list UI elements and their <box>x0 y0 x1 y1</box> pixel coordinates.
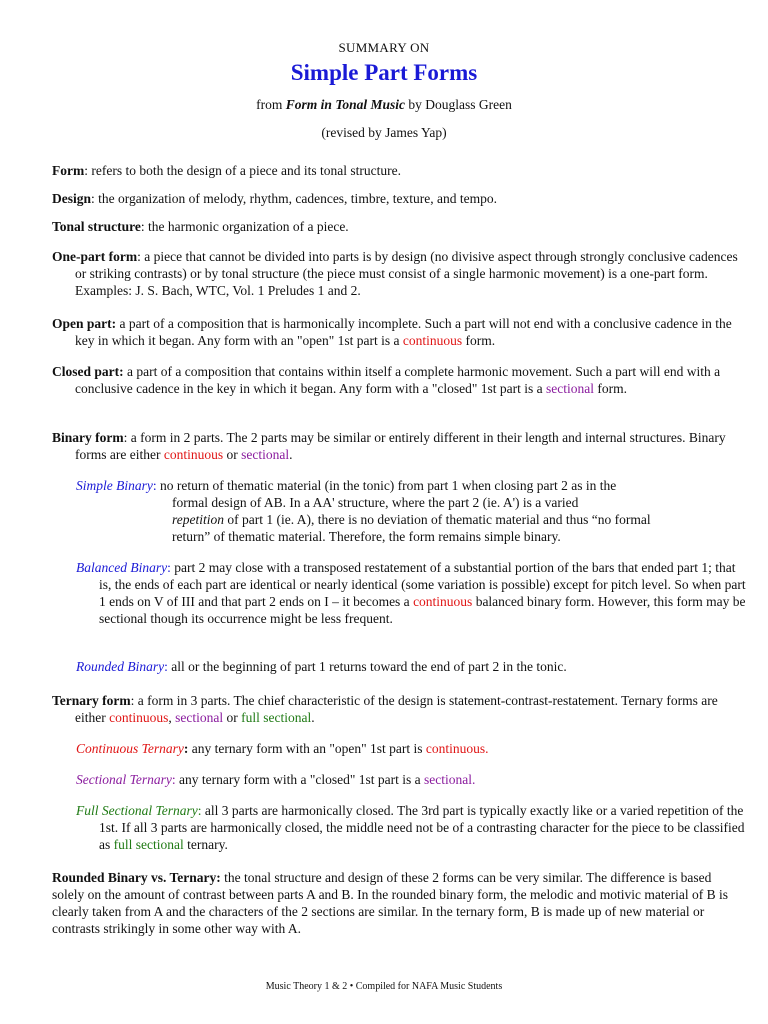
def-rounded-binary-vs-ternary <box>52 869 728 937</box>
separator: or <box>223 710 242 725</box>
definition: all 3 parts are harmonically closed. The 3rd part is typically exactly like or a varied repetition of the 1st. If all 3 parts are harmonically closed, the middle need not be of a contrasting character for the piece to be classified as <box>99 803 745 852</box>
subterm-colon: : <box>197 803 202 818</box>
source-line <box>0 97 768 113</box>
def-sectional-ternary <box>76 771 728 788</box>
subterm-colon: : <box>152 478 157 493</box>
def-rounded-binary <box>76 658 728 675</box>
definition-line: return” of thematic material. Therefore, the form remains simple binary. <box>172 529 561 544</box>
term: Binary form <box>52 430 124 445</box>
subterm: Rounded Binary <box>76 659 165 674</box>
subterm-colon: : <box>171 772 176 787</box>
definition-end: form. <box>594 381 628 396</box>
connector: or <box>223 447 242 462</box>
definition-end: ternary. <box>183 837 228 852</box>
def-one-part-form <box>52 248 751 299</box>
definition-end: . <box>471 772 476 787</box>
term: Tonal structure <box>52 219 141 234</box>
definition-emphasis: repetition <box>172 512 224 527</box>
def-open-part <box>52 315 751 349</box>
highlight-full-sectional: full sectional <box>113 837 184 852</box>
def-balanced-binary <box>76 559 751 627</box>
author: by Douglass Green <box>404 97 512 112</box>
definition-line: of part 1 (ie. A), there is no deviation of thematic material and thus “no formal <box>224 512 651 527</box>
header-summary: SUMMARY ON <box>338 40 430 55</box>
term: Open part: <box>52 316 117 331</box>
definition: : refers to both the design of a piece and its tonal structure. <box>84 163 402 178</box>
term: Design <box>52 191 92 206</box>
definition-end: . <box>289 447 293 462</box>
term: One-part form <box>52 249 138 264</box>
definition: part 2 may close with a transposed restatement of a substantial portion of the bars that ended part 1; that is, the ends of each part are identical or nearly identical (some variation is possible) except for pitch level. So when part 1 ends on V of III and that part 2 ends on I – it becomes a <box>99 560 746 609</box>
term: Form <box>52 163 85 178</box>
highlight-sectional: sectional <box>241 447 290 462</box>
highlight-sectional: sectional <box>423 772 472 787</box>
highlight-continuous: continuous <box>109 710 169 725</box>
subterm: Full Sectional Ternary <box>76 803 198 818</box>
definition: a part of a composition that is harmonically incomplete. Such a part will not end with a conclusive cadence in the key in which it began. Any form with an "open" 1st part is a <box>75 316 732 348</box>
subterm-colon: : <box>167 560 171 575</box>
subterm: Sectional Ternary <box>76 772 172 787</box>
definition: a part of a composition that contains within itself a complete harmonic movement. Such a part will end with a conclusive cadence in the key in which it began. Any form with a "closed" 1st part is a <box>75 364 721 396</box>
def-ternary-form <box>52 692 751 726</box>
definition-line: no return of thematic material (in the tonic) from part 1 when closing part 2 as in the <box>156 478 617 493</box>
highlight-continuous: continuous <box>425 741 486 756</box>
definition: : the organization of melody, rhythm, cadences, timbre, texture, and tempo. <box>91 191 498 206</box>
definition: the tonal structure and design of these 2 forms can be very similar. The difference is based solely on the amount of contrast between parts A and B. In the rounded binary form, the melodic and motivic material of B is clearly taken from A and the characters of the 2 sections are similar. In the ternary form, B is made up of new material or contrasts strikingly in some other way with A. <box>52 870 728 936</box>
term: Ternary form <box>52 693 131 708</box>
definition: any ternary form with a "closed" 1st part is a <box>175 772 424 787</box>
def-simple-binary <box>76 477 728 545</box>
definition: any ternary form with an "open" 1st part is <box>188 741 426 756</box>
definition: : a form in 3 parts. The chief characteristic of the design is statement-contrast-restatement. Ternary forms are either <box>75 693 718 725</box>
page-title: Simple Part Forms <box>290 60 478 85</box>
definition: : a piece that cannot be divided into parts is by design (no divisive aspect through strongly conclusive cadences or striking contrasts) or by tonal structure (the piece must consist of a single harmonic movement) is a one-part form. Examples: J. S. Bach, WTC, Vol. 1 Preludes 1 and 2. <box>75 249 738 298</box>
subterm-colon: : <box>164 659 168 674</box>
definition-end: . <box>311 710 315 725</box>
from-prefix: from <box>256 97 286 112</box>
subterm: Simple Binary <box>76 478 153 493</box>
subterm-colon: : <box>183 741 189 756</box>
term: Closed part: <box>52 364 124 379</box>
def-full-sectional-ternary <box>76 802 751 853</box>
def-tonal-structure <box>52 218 728 235</box>
definition-line: formal design of AB. In a AA' structure, where the part 2 (ie. A') is a varied <box>172 495 579 510</box>
def-closed-part <box>52 363 751 397</box>
def-binary-form <box>52 429 751 463</box>
highlight-sectional: sectional <box>175 710 224 725</box>
definition: : the harmonic organization of a piece. <box>140 219 349 234</box>
definition-end: balanced binary form. However, this form may be sectional though its occurrence might be less frequent. <box>99 594 746 626</box>
highlight-full-sectional: full sectional <box>241 710 312 725</box>
definition-end: . <box>485 741 489 756</box>
definition: all or the beginning of part 1 returns toward the end of part 2 in the tonic. <box>167 659 567 674</box>
definition: : a form in 2 parts. The 2 parts may be similar or entirely different in their length and internal structures. Binary forms are either <box>75 430 726 462</box>
definition-end: form. <box>462 333 496 348</box>
def-design <box>52 190 728 207</box>
term: Rounded Binary vs. Ternary: <box>52 870 221 885</box>
def-form <box>52 162 728 179</box>
subterm: Balanced Binary <box>76 560 168 575</box>
highlight-continuous: continuous <box>163 447 224 462</box>
subterm: Continuous Ternary <box>76 741 184 756</box>
separator: , <box>168 710 176 725</box>
page-footer: Music Theory 1 & 2 • Compiled for NAFA Music Students <box>265 981 503 992</box>
revised-line: (revised by James Yap) <box>321 125 447 140</box>
def-continuous-ternary <box>76 740 728 757</box>
book-title: Form in Tonal Music <box>285 97 405 112</box>
highlight-continuous: continuous <box>402 333 463 348</box>
highlight-sectional: sectional <box>546 381 595 396</box>
highlight-continuous: continuous <box>413 594 473 609</box>
